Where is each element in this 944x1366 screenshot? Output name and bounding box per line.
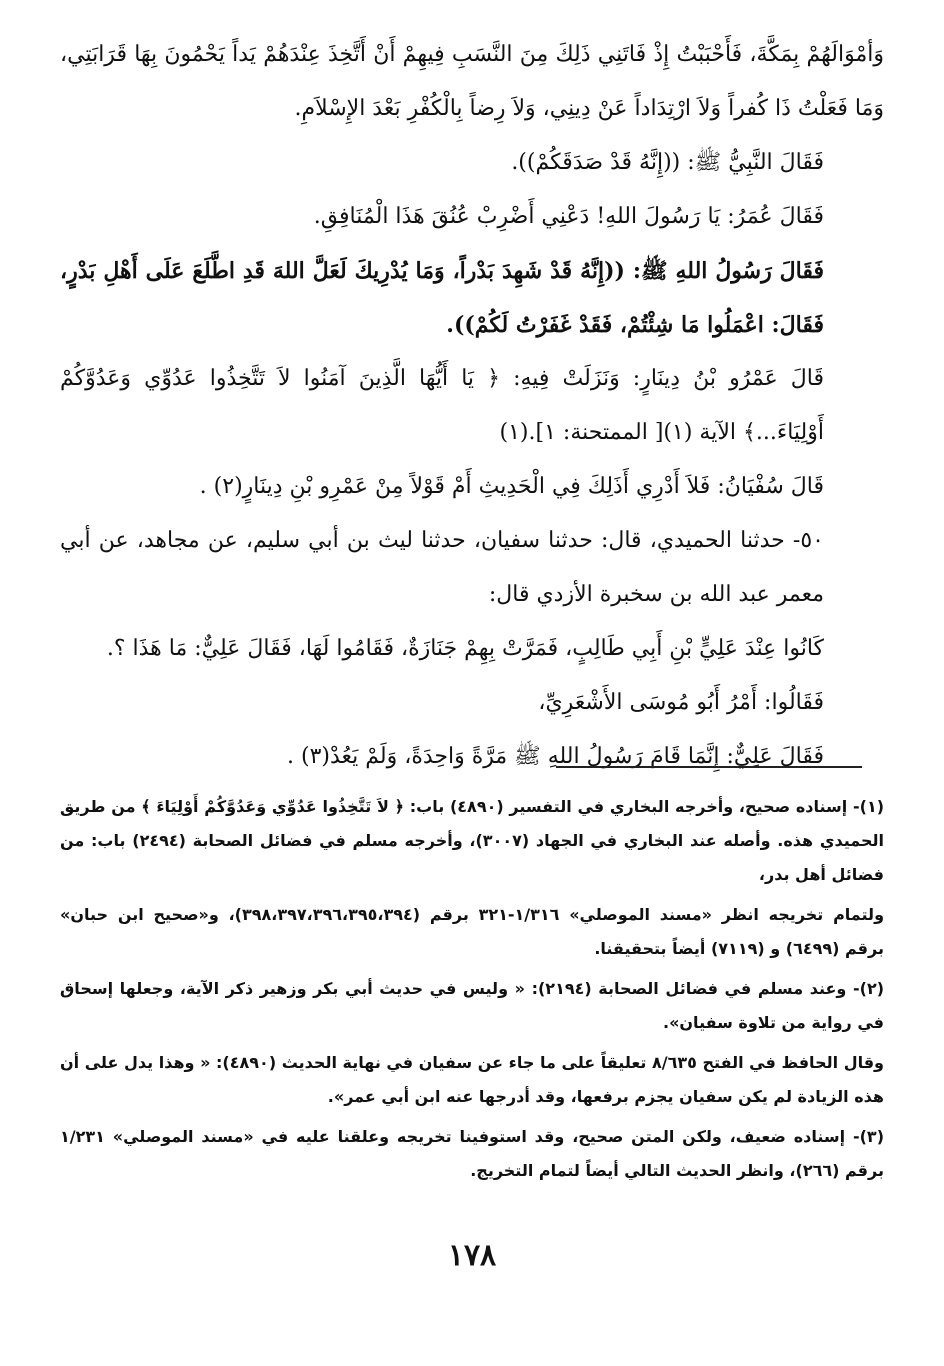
footnote-separator	[556, 766, 862, 768]
paragraph-8: كَانُوا عِنْدَ عَلِيٍّ بْنِ أَبِي طَالِبٍ، فَمَرَّتْ بِهِمْ جَنَازَةٌ، فَقَامُوا لَهَا، فَقَالَ عَلِيٌّ: مَا هَذَا ؟.	[106, 636, 824, 661]
footnote-1: (١)- إسناده صحيح، وأخرجه البخاري في التفسير (٤٨٩٠) باب: ﴿ لاَ تَتَّخِذُوا عَدُوِّي وَعَدُوَّكُمْ أَوْلِيَاءَ ﴾ من طريق الحميدي هذه. وأصله عند البخاري في الجهاد (٣٠٠٧)، وأخرجه مسلم في فضائل الصحابة (٢٤٩٤) باب: من فضائل أهل بدر،	[60, 797, 885, 884]
paragraph-1: وَأمْوَالَهُمْ بِمَكَّةَ، فَأَحْبَبْتُ إِذْ فَاتَنِي ذَلِكَ مِنَ النَّسَبِ فِيهِمْ أَنْ أَتَّخِذَ عِنْدَهُمْ يَداً يَحْمُونَ بِهَا قَرَابَتِي، وَمَا فَعَلْتُ ذَا كُفراً وَلاَ ارْتِدَاداً عَنْ دِينِي، وَلاَ رِضاً بِالْكُفْرِ بَعْدَ الإِسْلاَمِ.	[60, 42, 884, 121]
hadith-50-isnad: ٥٠- حدثنا الحميدي، قال: حدثنا سفيان، حدثنا ليث بن أبي سليم، عن مجاهد، عن أبي معمر عبد الله بن سخبرة الأزدي قال:	[60, 528, 824, 607]
footnote-2-continued: وقال الحافظ في الفتح ٨/٦٣٥ تعليقاً على ما جاء عن سفيان في نهاية الحديث (٤٨٩٠): « وهذا يدل على أن هذه الزيادة لم يكن سفيان يجزم برفعها، وقد أدرجها عنه ابن أبي عمر».	[60, 1053, 885, 1106]
paragraph-3: فَقَالَ عُمَرُ: يَا رَسُولَ اللهِ! دَعْنِي أَضْرِبْ عُنُقَ هَذَا الْمُنَافِقِ.	[313, 204, 824, 229]
paragraph-9: فَقَالُوا: أَمْرُ أَبُو مُوسَى الأَشْعَرِيِّ،	[538, 690, 824, 715]
paragraph-2: فَقَالَ النَّبِيُّ ﷺ: ((إِنَّهُ قَدْ صَدَقَكُمْ)).	[511, 150, 824, 175]
footnote-3: (٣)- إسناده ضعيف، ولكن المتن صحيح، وقد استوفينا تخريجه وعلقنا عليه في «مسند الموصلي» ١/٢٣١ برقم (٢٦٦)، وانظر الحديث التالي أيضاً لتمام التخريج.	[60, 1127, 884, 1180]
main-text	[60, 28, 884, 784]
paragraph-10: فَقَالَ عَلِيٌّ: إِنَّمَا قَامَ رَسُولُ اللهِ ﷺ مَرَّةً وَاحِدَةً، وَلَمْ يَعُدْ(٣) .	[286, 744, 824, 769]
page-number: ١٧٨	[447, 1238, 497, 1273]
paragraph-6: قَالَ سُفْيَانُ: فَلاَ أَدْرِي أَذَلِكَ فِي الْحَدِيثِ أَمْ قَوْلاً مِنْ عَمْرِو بْنِ دِينَارٍ(٢) .	[199, 474, 824, 499]
paragraph-4: فَقَالَ رَسُولُ اللهِ ﷺ: ((إِنَّهُ قَدْ شَهِدَ بَدْراً، وَمَا يُدْرِيكَ لَعَلَّ اللهَ قَدِ اطَّلَعَ عَلَى أَهْلِ بَدْرٍ، فَقَالَ: اعْمَلُوا مَا شِئْتُمْ، فَقَدْ غَفَرْتُ لَكُمْ)).	[60, 258, 824, 338]
footnotes	[60, 790, 884, 1194]
footnote-1-continued: ولتمام تخريجه انظر «مسند الموصلي» ١/٣١٦-٣٢١ برقم (٣٩٨،٣٩٧،٣٩٦،٣٩٥،٣٩٤)، و«صحيح ابن حبان» برقم (٦٤٩٩) و (٧١١٩) أيضاً بتحقيقنا.	[60, 905, 885, 958]
paragraph-5: قَالَ عَمْرُو بْنُ دِينَارٍ: وَنَزَلَتْ فِيهِ: ﴿ يَا أَيُّهَا الَّذِينَ آمَنُوا لاَ تَتَّخِذُوا عَدُوِّي وَعَدُوَّكُمْ أَوْلِيَاءَ...﴾ الآية (١)[ الممتحنة: ١].(١)	[60, 366, 824, 445]
footnote-2: (٢)- وعند مسلم في فضائل الصحابة (٢١٩٤): « وليس في حديث أبي بكر وزهير ذكر الآية، وجعلها إسحاق في رواية من تلاوة سفيان».	[60, 979, 885, 1032]
